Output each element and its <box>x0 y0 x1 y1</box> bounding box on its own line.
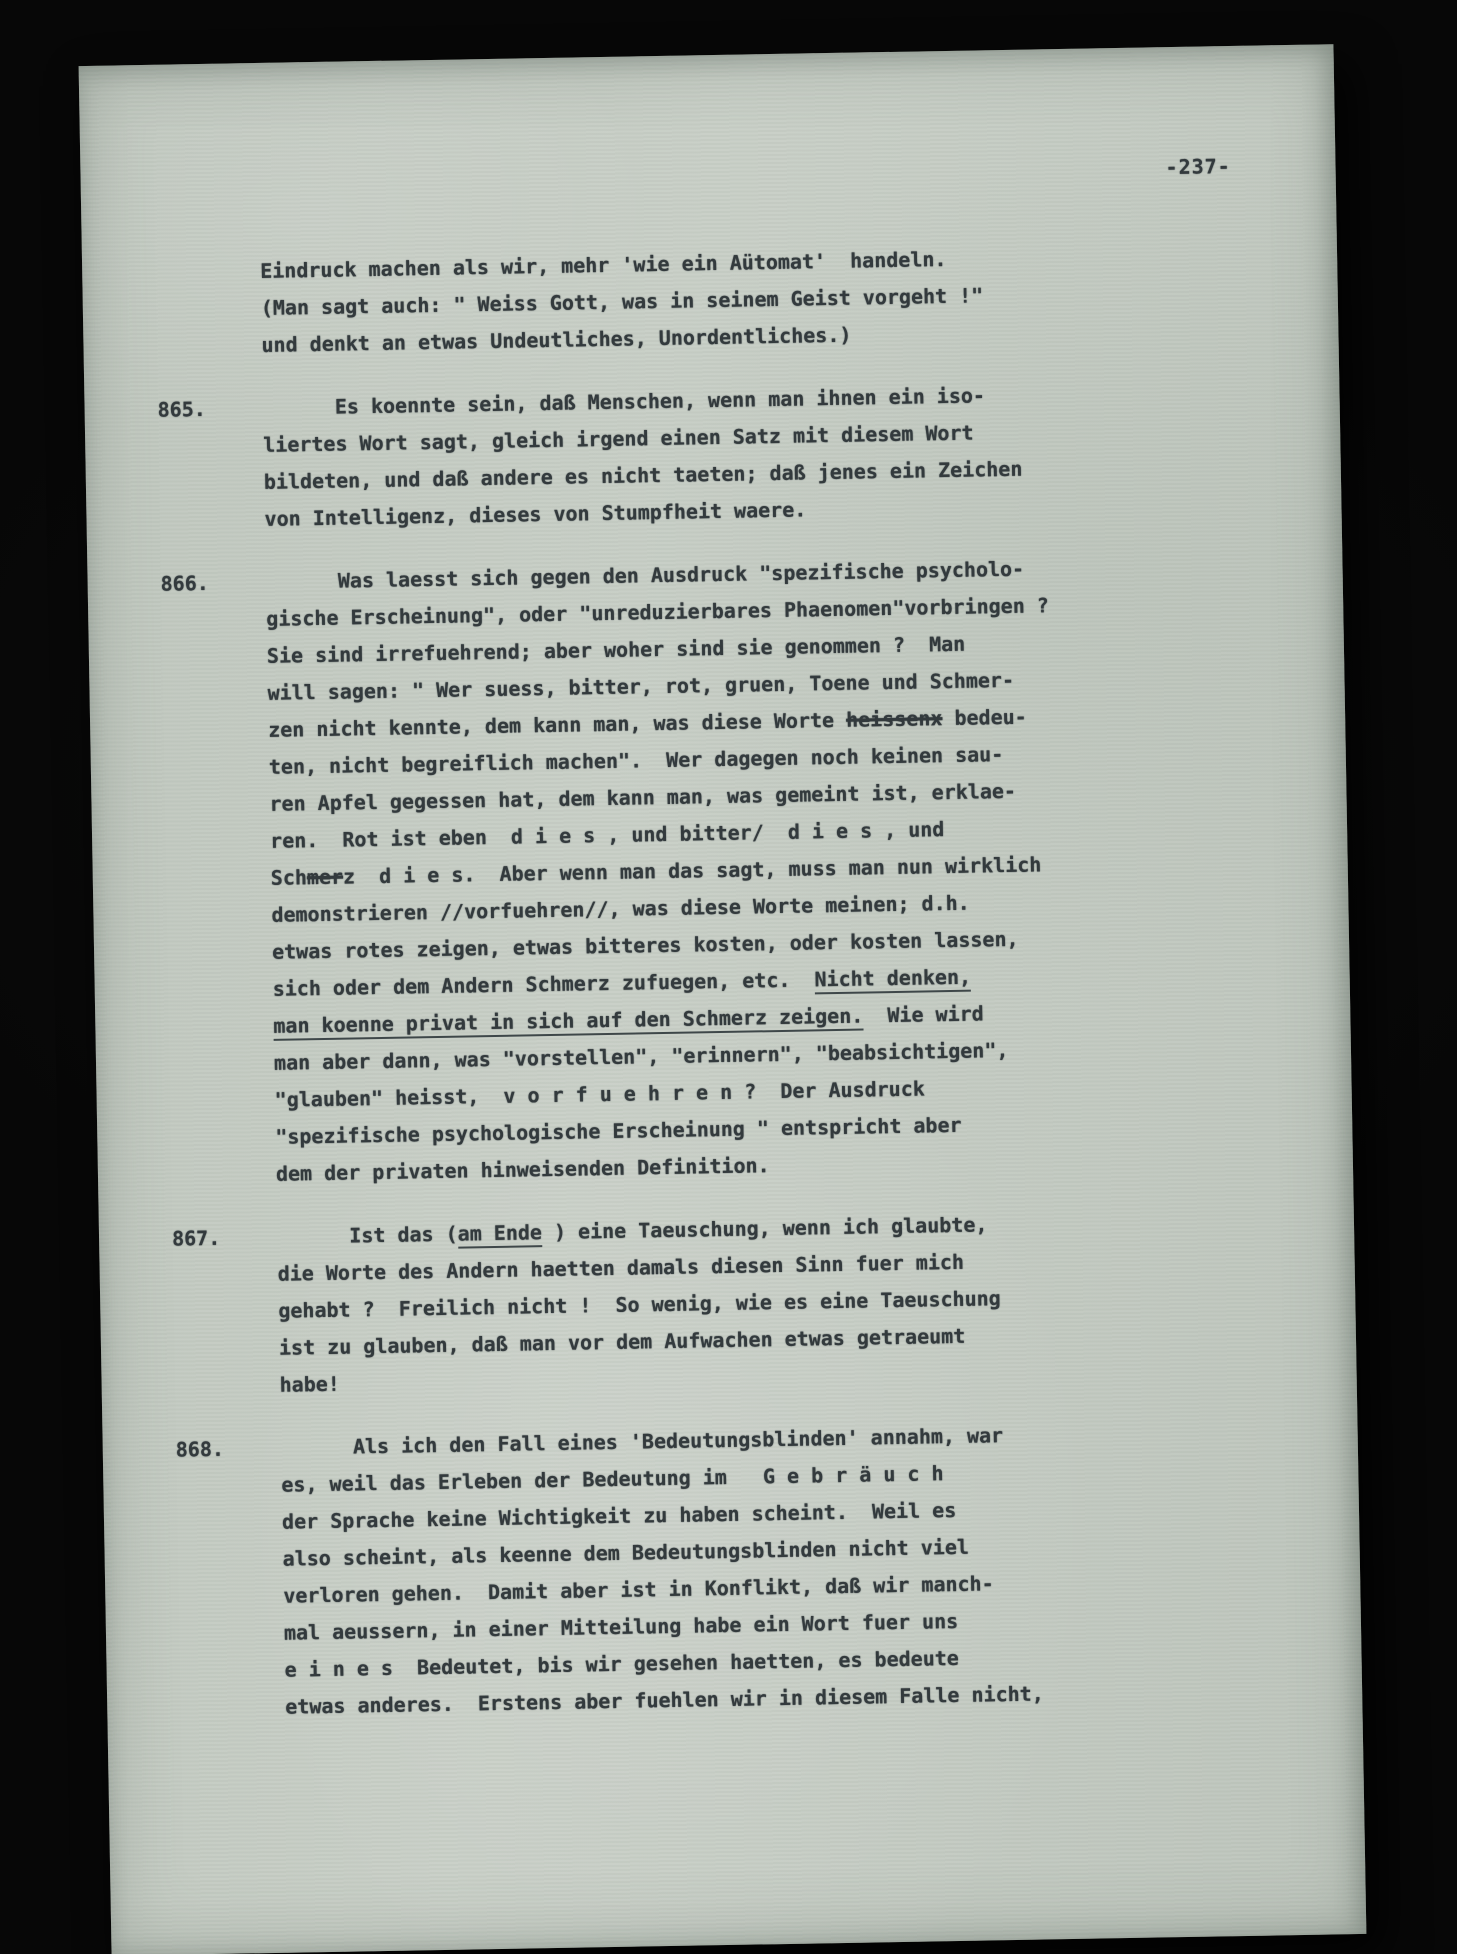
text-segment: Sch <box>270 865 308 890</box>
text-segment: also scheint, als keenne dem Bedeutungsblinden nicht viel <box>282 1534 970 1571</box>
paragraph-number: 866. <box>160 570 210 596</box>
text-segment: zen nicht kennte, dem kann man, was diese Worte <box>268 707 847 742</box>
paragraph <box>160 549 1156 1193</box>
page-number: -237- <box>1165 154 1231 180</box>
text-segment: von Intelligenz, dieses von Stumpfheit waere. <box>264 497 807 531</box>
text-segment: bedeu- <box>942 704 1027 731</box>
paragraph <box>171 1203 1160 1403</box>
text-segment: man aber dann, was "vorstellen", "erinnern", "beabsichtigen", <box>273 1038 1009 1075</box>
text-segment: bildeten, und daß andere es nicht taeten; daß jenes ein Zeichen <box>263 456 1023 494</box>
text-segment: ) eine Taeuschung, wenn ich glaubte, <box>541 1212 988 1245</box>
paragraph <box>175 1414 1165 1725</box>
text-segment: gische Erscheinung", oder "unreduzierbares Phaenomen"vorbringen ? <box>266 593 1050 631</box>
underlined-text: Nicht denken, <box>814 965 971 995</box>
struck-text: mer <box>306 864 344 890</box>
text-segment: sich oder dem Andern Schmerz zufuegen, etc. <box>272 967 815 1001</box>
struck-text: heissenx <box>845 706 943 732</box>
text-segment: "spezifische psychologische Erscheinung " entspricht aber <box>275 1112 962 1149</box>
text-segment: etwas rotes zeigen, etwas bitteres kosten, oder kosten lassen, <box>271 926 1019 964</box>
text-segment: und denkt an etwas Undeutliches, Unordentliches.) <box>261 322 852 357</box>
text-segment: liertes Wort sagt, gleich irgend einen Satz mit diesem Wort <box>263 420 974 457</box>
text-segment: Es koennte sein, daß Menschen, wenn man ihnen ein iso- <box>262 383 986 420</box>
text-segment: dem der privaten hinweisenden Definition. <box>275 1153 770 1186</box>
text-segment: etwas anderes. Erstens aber fuehlen wir in diesem Falle nicht, <box>285 1681 1044 1719</box>
text-segment: e i n e s Bedeutet, bis wir gesehen haetten, es bedeute <box>284 1645 960 1682</box>
text-segment: Ist das ( <box>276 1221 458 1249</box>
text-segment: Als ich den Fall eines 'Bedeutungsblinden' annahm, war <box>280 1423 1004 1460</box>
text-segment: gehabt ? Freilich nicht ! So wenig, wie es eine Taeuschung <box>278 1286 1001 1323</box>
text-segment: (Man sagt auch: " Weiss Gott, was in seinem Geist vorgeht !" <box>260 283 984 320</box>
text-segment: Was laesst sich gegen den Ausdruck "spezifische psycholo- <box>265 556 1025 594</box>
text-segment: ren. Rot ist eben d i e s , und bitter/ d i e s , und <box>269 817 945 853</box>
paragraph-number: 868. <box>175 1436 225 1462</box>
paragraph <box>260 238 1142 364</box>
text-segment: "glauben" heisst, v o r f u e h r e n ? Der Ausdruck <box>274 1076 926 1112</box>
text-segment: die Worte des Andern haetten damals diesen Sinn fuer mich <box>277 1249 965 1286</box>
text-segment: Sie sind irrefuehrend; aber woher sind sie genommen ? Man <box>266 631 966 668</box>
text-segment: verloren gehen. Damit aber ist in Konflikt, daß wir manch- <box>283 1571 994 1608</box>
paragraph-number: 867. <box>171 1225 221 1251</box>
text-segment: Wie wird <box>863 1001 984 1028</box>
paragraph <box>157 375 1144 538</box>
underlined-text: am Ende <box>457 1220 542 1248</box>
scanned-page <box>79 44 1367 1954</box>
text-segment: demonstrieren //vorfuehren//, was diese Worte meinen; d.h. <box>271 890 970 927</box>
text-segment: z d i e s. Aber wenn man das sagt, muss man nun wirklich <box>342 852 1042 889</box>
text-segment: ten, nicht begreiflich machen". Wer dagegen noch keinen sau- <box>268 742 1004 779</box>
text-segment: der Sprache keine Wichtigkeit zu haben scheint. Weil es <box>281 1498 957 1534</box>
underlined-text: man koenne privat in sich auf den Schmerz zeigen. <box>273 1004 863 1041</box>
text-segment: ren Apfel gegessen hat, dem kann man, was gemeint ist, erklae- <box>269 778 1017 816</box>
paragraphs <box>157 238 1166 1752</box>
text-segment: Eindruck machen als wir, mehr 'wie ein Aütomat' handeln. <box>259 246 947 283</box>
text-segment: es, weil das Erleben der Bedeutung im G e b r ä u c h <box>281 1461 944 1497</box>
paragraph-number: 865. <box>157 396 206 422</box>
text-segment: habe! <box>279 1371 341 1397</box>
text-segment: mal aeussern, in einer Mitteilung habe ein Wort fuer uns <box>283 1608 959 1645</box>
text-segment: will sagen: " Wer suess, bitter, rot, gruen, Toene und Schmer- <box>267 667 1015 705</box>
text-segment: ist zu glauben, daß man vor dem Aufwachen etwas getraeumt <box>278 1323 966 1360</box>
